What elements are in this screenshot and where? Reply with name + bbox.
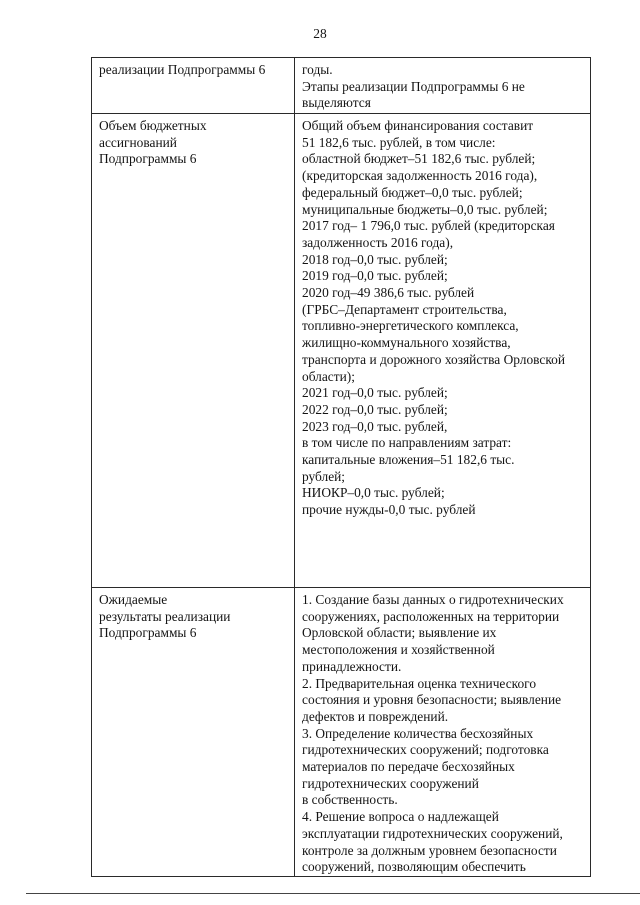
value-line: 2023 год–0,0 тыс. рублей, [302, 418, 448, 434]
row-value-cell [295, 114, 591, 588]
value-line: 51 182,6 тыс. рублей, в том числе: [302, 134, 496, 150]
row-label-line: Подпрограммы 6 [99, 625, 197, 641]
value-line: в том числе по направлениям затрат: [302, 435, 512, 451]
value-line: (кредиторская задолженность 2016 года), [302, 168, 538, 184]
value-line: областной бюджет–51 182,6 тыс. рублей; [302, 151, 536, 167]
value-line: состояния и уровня безопасности; выявление [302, 692, 562, 708]
value-line: прочие нужды-0,0 тыс. рублей [302, 502, 476, 518]
table-row [92, 588, 591, 877]
value-line: рублей; [302, 468, 346, 484]
value-line: федеральный бюджет–0,0 тыс. рублей; [302, 184, 523, 200]
row-label-cell [92, 58, 295, 114]
value-line: местоположения и хозяйственной [302, 642, 495, 658]
value-line: топливно-энергетического комплекса, [302, 318, 519, 334]
value-line: Этапы реализации Подпрограммы 6 не [302, 78, 525, 94]
value-line: принадлежности. [302, 658, 402, 674]
row-label-line: Подпрограммы 6 [99, 151, 197, 167]
value-line: сооружений, позволяющим обеспечить [302, 859, 526, 875]
table-row [92, 58, 591, 114]
value-line: гидротехнических сооружений [302, 775, 479, 791]
row-label-line: реализации Подпрограммы 6 [99, 62, 266, 77]
row-value-cell [295, 588, 591, 877]
value-line: (ГРБС–Департамент строительства, [302, 301, 507, 317]
row-label-line: ассигнований [99, 134, 177, 150]
value-line: 1. Создание базы данных о гидротехнических [302, 592, 564, 607]
bottom-rule [26, 893, 640, 894]
value-line: 2019 год–0,0 тыс. рублей; [302, 268, 448, 284]
value-line: контроле за должным уровнем безопасности [302, 842, 557, 858]
value-line: 2021 год–0,0 тыс. рублей; [302, 385, 448, 401]
row-label-cell [92, 588, 295, 877]
value-line: 2. Предварительная оценка технического [302, 675, 537, 691]
value-line: 2020 год–49 386,6 тыс. рублей [302, 285, 475, 301]
value-line: эксплуатации гидротехнических сооружений, [302, 825, 563, 841]
value-line: 2022 год–0,0 тыс. рублей; [302, 401, 448, 417]
row-label-cell [92, 114, 295, 588]
value-line: области); [302, 368, 355, 384]
value-line: сооружениях, расположенных на территории [302, 608, 560, 624]
value-line: задолженность 2016 года), [302, 234, 454, 250]
page-number: 28 [313, 26, 327, 41]
row-value-cell [295, 58, 591, 114]
value-line: Орловской области; выявление их [302, 625, 497, 641]
value-line: материалов по передаче бесхозяйных [302, 759, 515, 775]
passport-table [91, 57, 591, 877]
value-line: гидротехнических сооружений; подготовка [302, 742, 549, 758]
value-line: 3. Определение количества бесхозяйных [302, 725, 534, 741]
value-line: муниципальные бюджеты–0,0 тыс. рублей; [302, 201, 548, 217]
value-line: 4. Решение вопроса о надлежащей [302, 809, 499, 825]
value-line: в собственность. [302, 792, 398, 808]
value-line: годы. [302, 62, 333, 77]
value-line: выделяются [302, 95, 371, 111]
value-line: Общий объем финансирования составит [302, 118, 534, 133]
row-label-line: Объем бюджетных [99, 118, 207, 133]
value-line: 2017 год– 1 796,0 тыс. рублей (кредиторская [302, 218, 555, 234]
value-line: 2018 год–0,0 тыс. рублей; [302, 251, 448, 267]
table-row [92, 114, 591, 588]
row-label-line: Ожидаемые [99, 592, 168, 607]
row-label-line: результаты реализации [99, 608, 231, 624]
value-line: капитальные вложения–51 182,6 тыс. [302, 452, 515, 468]
value-line: жилищно-коммунального хозяйства, [302, 335, 511, 351]
value-line: дефектов и повреждений. [302, 708, 449, 724]
value-line: НИОКР–0,0 тыс. рублей; [302, 485, 445, 501]
value-line: транспорта и дорожного хозяйства Орловской [302, 351, 566, 367]
